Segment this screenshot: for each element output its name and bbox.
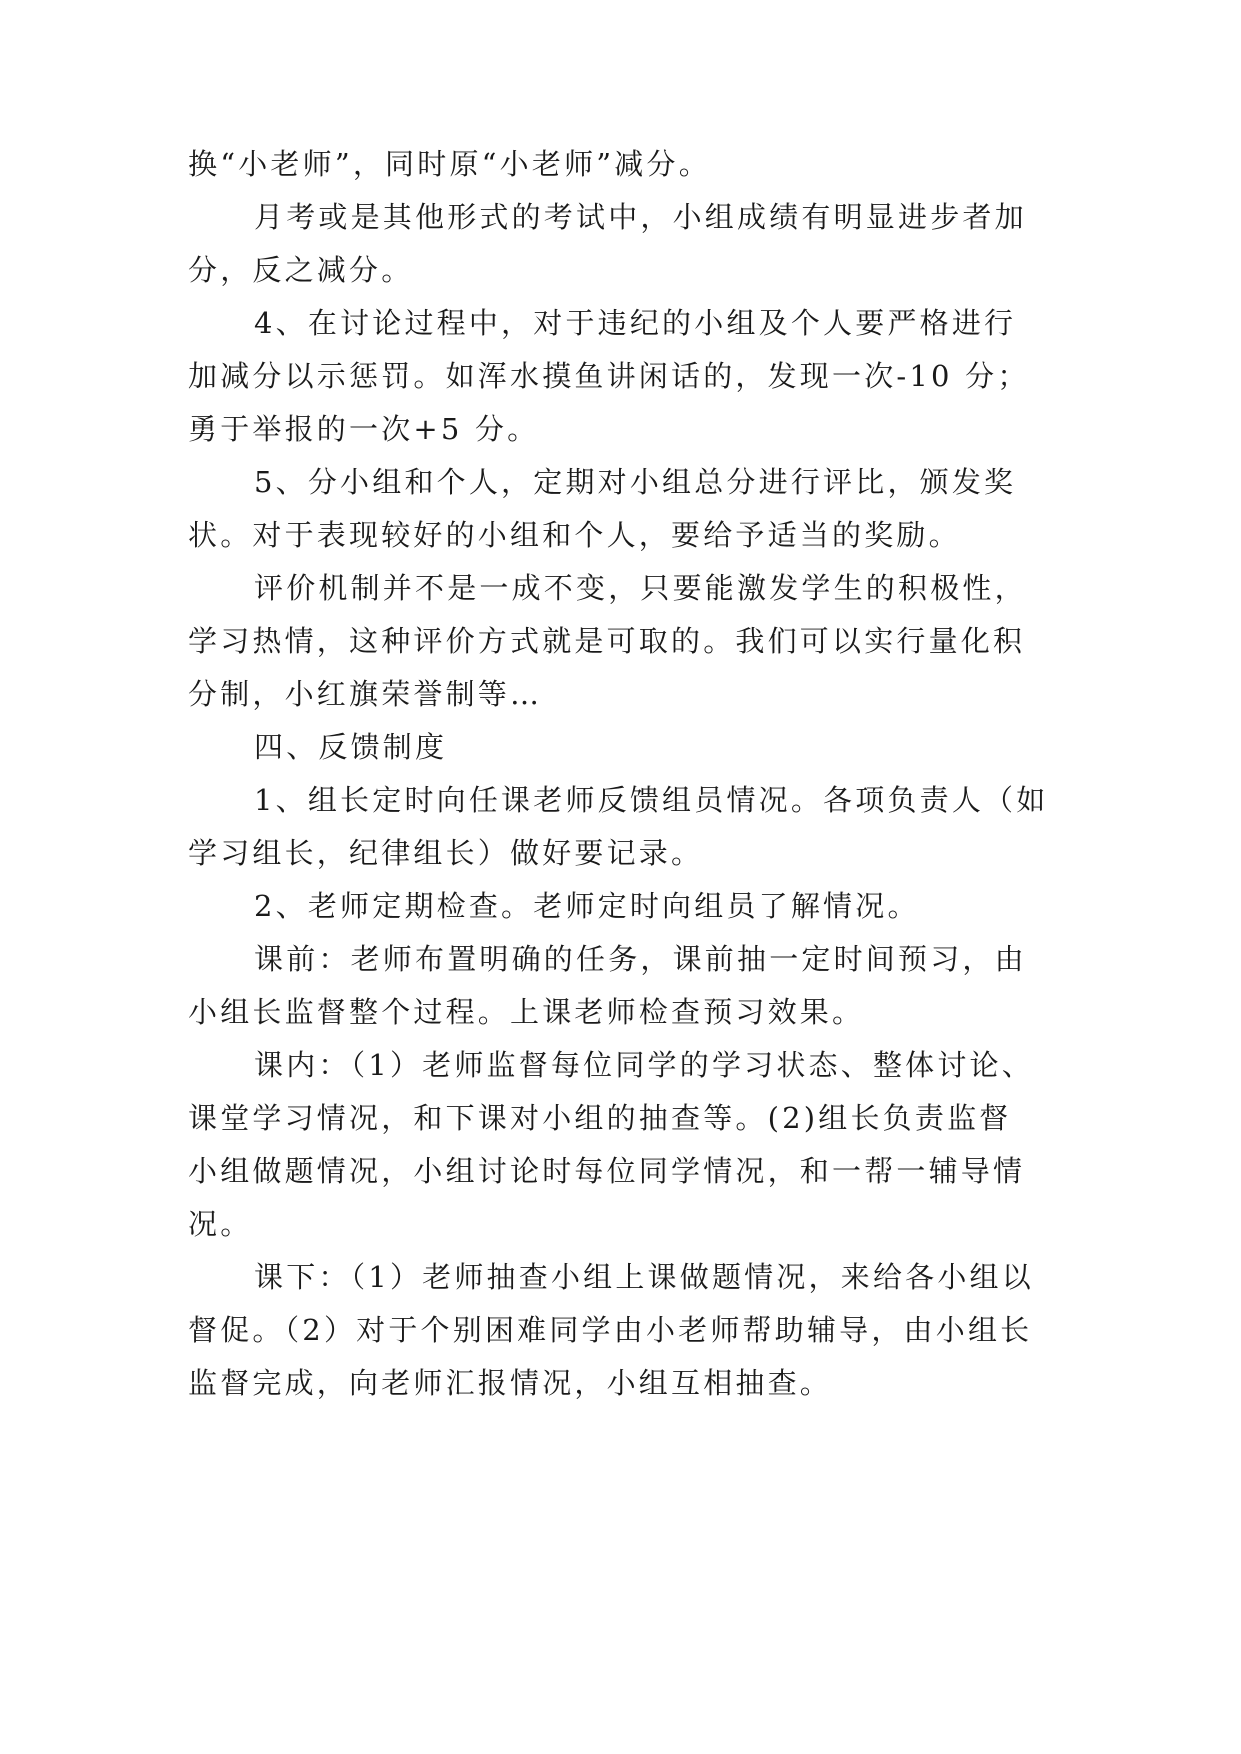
text-line: 换“小老师”，同时原“小老师”减分。 (188, 147, 711, 181)
text-line: 分，反之减分。 (188, 253, 414, 287)
text-line: 小组做题情况，小组讨论时每位同学情况，和一帮一辅导情 (188, 1154, 1026, 1188)
paragraph-start: 评价机制并不是一成不变，只要能激发学生的积极性， (254, 571, 1027, 605)
paragraph-start: 5、分小组和个人，定期对小组总分进行评比，颁发奖 (254, 465, 1017, 499)
paragraph-start: 月考或是其他形式的考试中，小组成绩有明显进步者加 (254, 200, 1027, 234)
text-line: 分制，小红旗荣誉制等… (188, 677, 543, 711)
text-line: 勇于举报的一次+5 分。 (188, 412, 540, 446)
paragraph-start: 课内：（1）老师监督每位同学的学习状态、整体讨论、 (254, 1048, 1034, 1082)
text-line: 加减分以示惩罚。如浑水摸鱼讲闲话的，发现一次-10 分； (188, 359, 1030, 393)
text-line: 学习组长，纪律组长）做好要记录。 (188, 836, 704, 870)
paragraph-start: 4、在讨论过程中，对于违纪的小组及个人要严格进行 (254, 306, 1017, 340)
text-line: 课堂学习情况，和下课对小组的抽查等。(2)组长负责监督 (188, 1101, 1012, 1135)
text-line: 监督完成，向老师汇报情况，小组互相抽查。 (188, 1366, 833, 1400)
paragraph-start: 课下：（1）老师抽查小组上课做题情况，来给各小组以 (254, 1260, 1034, 1294)
paragraph-start: 课前：老师布置明确的任务，课前抽一定时间预习，由 (254, 942, 1027, 976)
text-line: 小组长监督整个过程。上课老师检查预习效果。 (188, 995, 865, 1029)
text-line: 督促。（2）对于个别困难同学由小老师帮助辅导，由小组长 (188, 1313, 1033, 1347)
text-line: 况。 (188, 1207, 253, 1241)
text-line: 学习热情，这种评价方式就是可取的。我们可以实行量化积 (188, 624, 1026, 658)
text-line: 状。对于表现较好的小组和个人，要给予适当的奖励。 (188, 518, 961, 552)
section-heading: 四、反馈制度 (254, 730, 448, 764)
paragraph-start: 2、老师定期检查。老师定时向组员了解情况。 (254, 889, 920, 923)
paragraph-start: 1、组长定时向任课老师反馈组员情况。各项负责人（如 (254, 783, 1049, 817)
